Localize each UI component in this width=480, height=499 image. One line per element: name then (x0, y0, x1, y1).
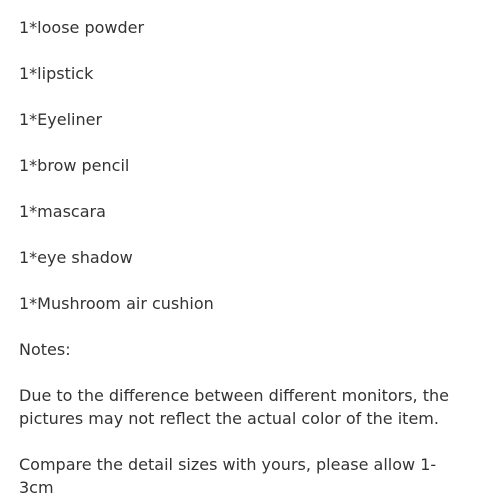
list-item: 1*eye shadow (19, 248, 133, 267)
note-paragraph: Compare the detail sizes with yours, please allow 1-3cm (19, 455, 437, 497)
note-paragraph: Due to the difference between different monitors, the pictures may not reflect the actual color of the item. (19, 386, 449, 428)
list-item: 1*brow pencil (19, 156, 130, 175)
list-item: 1*Mushroom air cushion (19, 294, 214, 313)
list-item: 1*mascara (19, 202, 106, 221)
notes-heading: Notes: (19, 340, 71, 359)
list-item: 1*loose powder (19, 18, 145, 37)
list-item: 1*lipstick (19, 64, 94, 83)
list-item: 1*Eyeliner (19, 110, 103, 129)
